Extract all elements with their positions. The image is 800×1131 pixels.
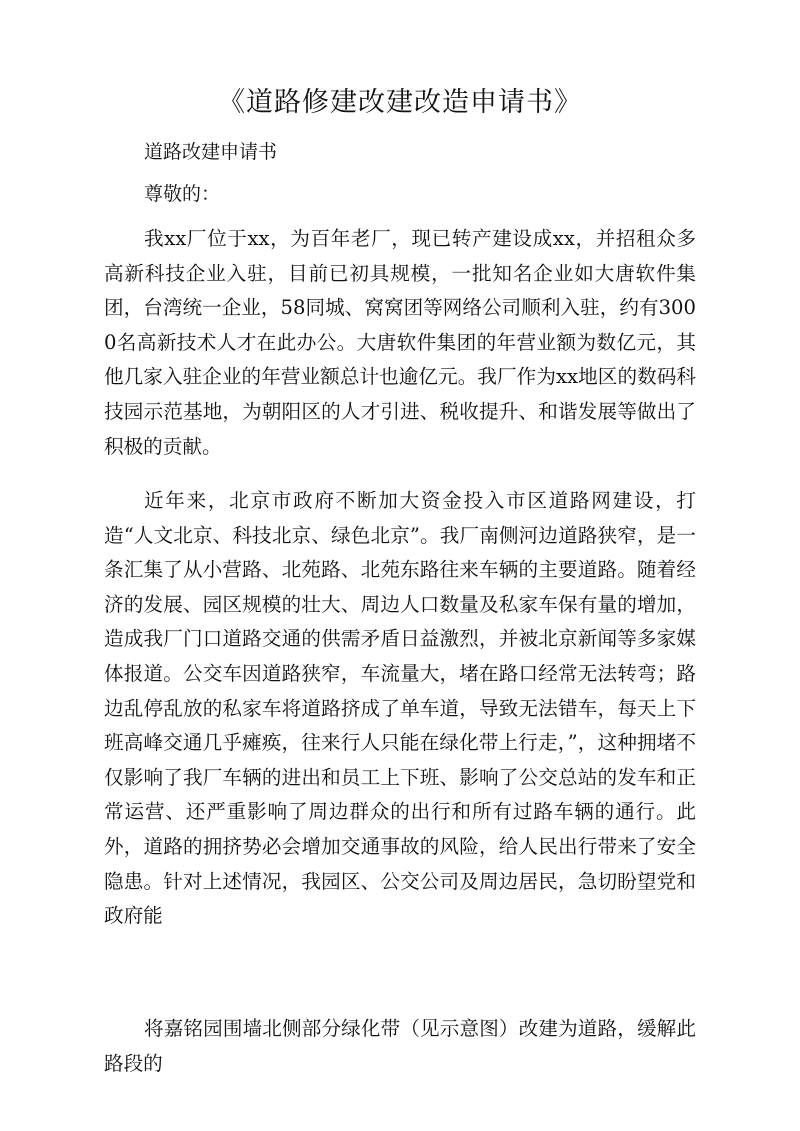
paragraph-3: 将嘉铭园围墙北侧部分绿化带（见示意图）改建为道路，缓解此路段的 xyxy=(104,1017,696,1075)
document-subtitle: 道路改建申请书 xyxy=(144,141,278,163)
paragraph-1: 我xx厂位于xx，为百年老厂，现已转产建设成xx，并招租众多高新科技企业入驻，目前已初具规模，一批知名企业如大唐软件集团，台湾统一企业，58同城、窝窝团等网络公司顺利入驻，约有3000名高新技术人才在此办公。大唐软件集团的年营业额为数亿元，其他几家入驻企业的年营业额总计也逾亿元。我厂作为xx地区的数码科技园示范基地，为朝阳区的人才引进、税收提升、和谐发展等做出了积极的贡献。 xyxy=(104,227,696,458)
paragraph-2: 近年来，北京市政府不断加大资金投入市区道路网建设，打造“人文北京、科技北京、绿色北京”。我厂南侧河边道路狭窄，是一条汇集了从小营路、北苑路、北苑东路往来车辆的主要道路。随着经济的发展、园区规模的壮大、周边人口数量及私家车保有量的增加，造成我厂门口道路交通的供需矛盾日益激烈，并被北京新闻等多家媒体报道。公交车因道路狭窄，车流量大，堵在路口经常无法转弯；路边乱停乱放的私家车将道路挤成了单车道，导致无法错车，每天上下班高峰交通几乎瘫痪，往来行人只能在绿化带上行走，”，这种拥堵不仅影响了我厂车辆的进出和员工上下班、影响了公交总站的发车和正常运营、还严重影响了周边群众的出行和所有过路车辆的通行。此外，道路的拥挤势必会增加交通事故的风险，给人民出行带来了安全隐患。针对上述情况，我园区、公交公司及周边居民，急切盼望党和政府能 xyxy=(104,489,696,928)
salutation: 尊敬的： xyxy=(144,183,221,205)
document-title: 《道路修建改建改造申请书》 xyxy=(218,87,582,118)
